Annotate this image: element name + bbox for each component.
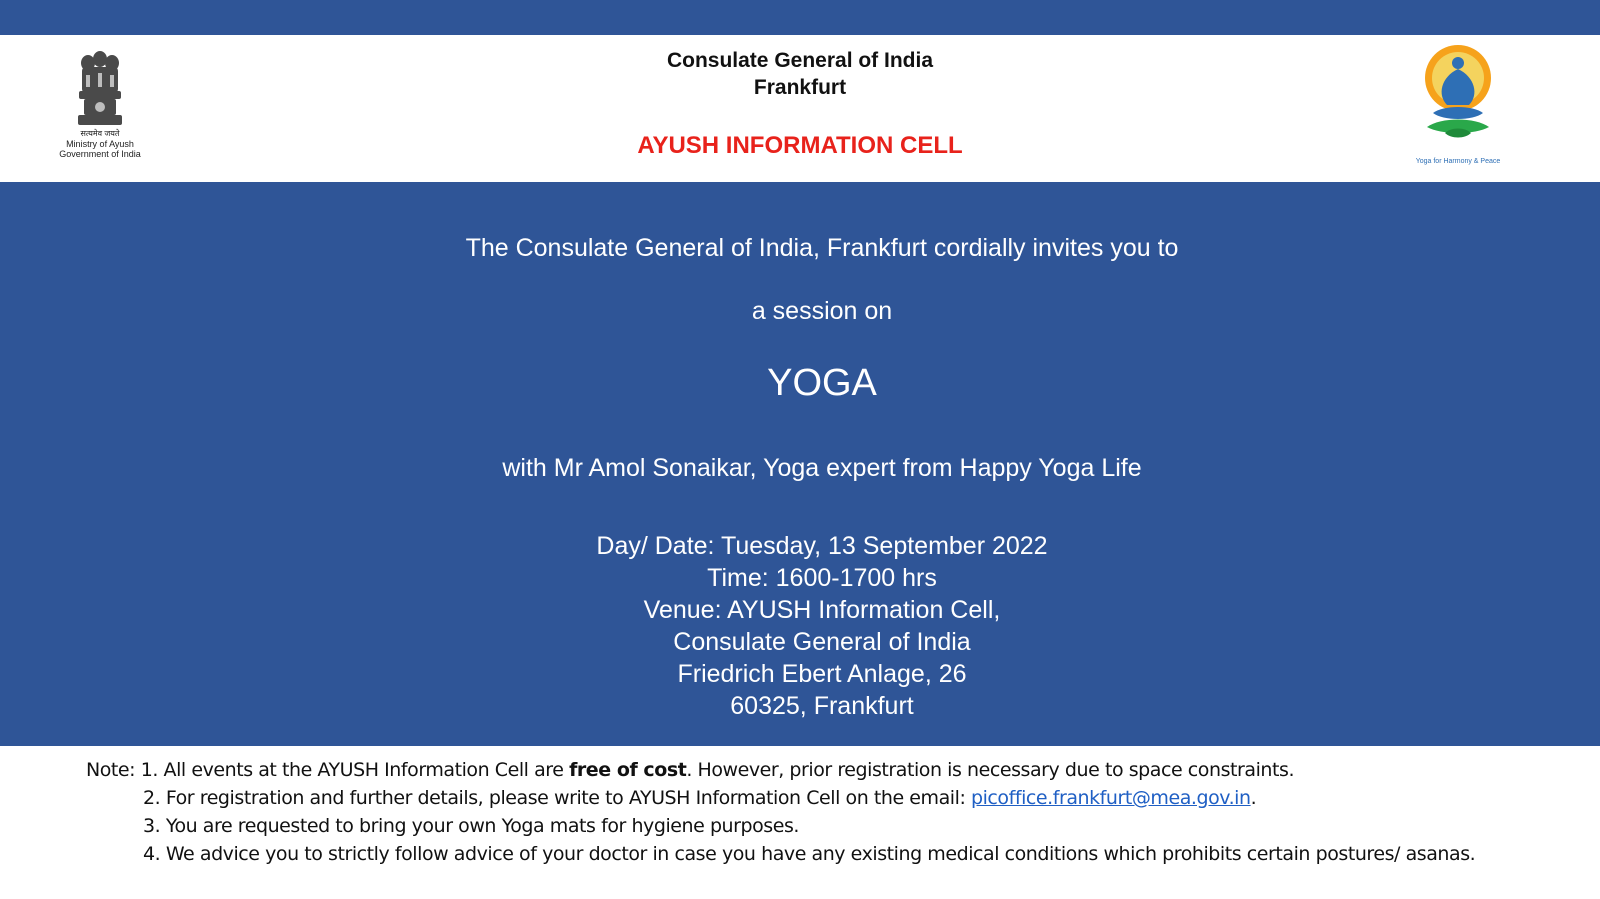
- note-3-text: 3. You are requested to bring your own Yoga mats for hygiene purposes.: [143, 815, 800, 837]
- header: [0, 35, 1600, 182]
- invitation-panel: [0, 182, 1600, 746]
- invitation-session-line: a session on: [751, 297, 893, 325]
- note-3: [86, 812, 1586, 840]
- note-2-text: 2. For registration and further details, please write to AYUSH Information Cell on the email:: [143, 787, 971, 809]
- idy-logo-caption: Yoga for Harmony & Peace: [1415, 158, 1501, 165]
- venue-city: 60325, Frankfurt: [730, 692, 914, 720]
- emblem-motto: सत्यमेव जयते: [80, 129, 120, 138]
- note-2-suffix: .: [1250, 787, 1257, 809]
- top-banner-bar: [0, 0, 1600, 35]
- event-details: [0, 530, 1600, 722]
- note-1-suffix: . However, prior registration is necessary due to space constraints.: [686, 759, 1295, 781]
- expert-line: with Mr Amol Sonaikar, Yoga expert from Happy Yoga Life: [502, 454, 1142, 482]
- session-topic: YOGA: [767, 362, 877, 404]
- note-2: [86, 784, 1586, 812]
- note-1-text: Note: 1. All events at the AYUSH Information Cell are: [86, 759, 570, 781]
- event-date: Day/ Date: Tuesday, 13 September 2022: [596, 532, 1048, 560]
- city-title: Frankfurt: [753, 76, 847, 99]
- registration-email-link[interactable]: picoffice.frankfurt@mea.gov.in: [970, 787, 1251, 809]
- ministry-label: Ministry of Ayush: [66, 139, 134, 149]
- invitation-intro: The Consulate General of India, Frankfurt cordially invites you to: [465, 234, 1179, 262]
- venue-line-2: Consulate General of India: [673, 628, 971, 656]
- note-4: [86, 840, 1586, 868]
- consulate-title: Consulate General of India: [666, 49, 934, 72]
- ayush-cell-title: AYUSH INFORMATION CELL: [637, 132, 963, 159]
- event-venue: Venue: AYUSH Information Cell,: [643, 596, 1001, 624]
- note-1: [86, 756, 1586, 784]
- notes-section: [86, 756, 1586, 868]
- international-day-of-yoga-logo: [1408, 43, 1508, 165]
- government-label: Government of India: [59, 149, 141, 159]
- note-1-bold: free of cost: [569, 759, 687, 781]
- event-time: Time: 1600-1700 hrs: [707, 564, 937, 592]
- venue-street: Friedrich Ebert Anlage, 26: [677, 660, 967, 688]
- international-day-of-yoga-logo-icon: [1413, 43, 1503, 151]
- note-4-text: 4. We advice you to strictly follow advice of your doctor in case you have any existing medical conditions which prohibits certain postures/ asanas.: [143, 843, 1476, 865]
